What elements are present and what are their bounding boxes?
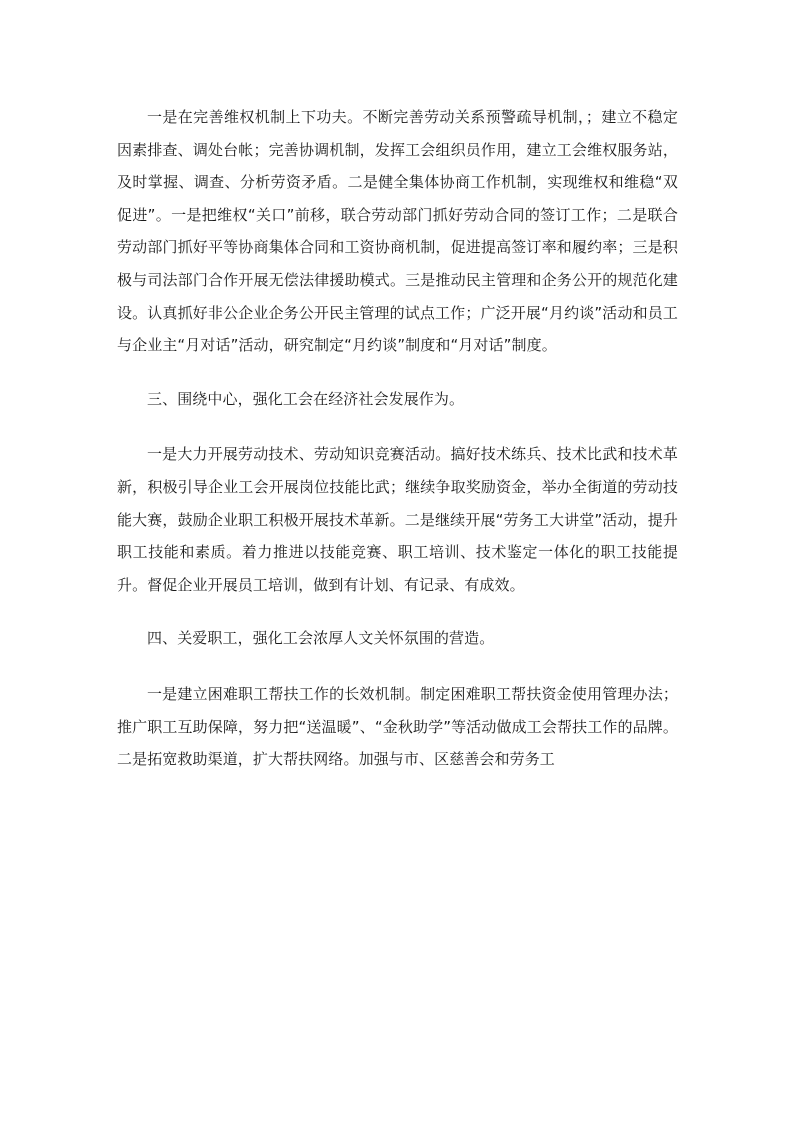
section-heading-four: 四、关爱职工，强化工会浓厚人文关怀氛围的营造。 (147, 629, 495, 648)
paragraph-assistance-mechanism: 一是建立困难职工帮扶工作的长效机制。制定困难职工帮扶资金使用管理办法；推广职工互助保障，努力把“送温暖”、“金秋助学”等活动做成工会帮扶工作的品牌。二是拓宽救助渠道，扩大帮扶网络。加强与市、区慈善会和劳务工 (117, 684, 678, 769)
paragraph-rights-mechanism: 一是在完善维权机制上下功夫。不断完善劳动关系预警疏导机制，；建立不稳定因素排查、调处台帐；完善协调机制，发挥工会组织员作用，建立工会维权服务站，及时掌握、调查、分析劳资矛盾。二是健全集体协商工作机制，实现维权和维稳“双促进”。一是把维权“关口”前移，联合劳动部门抓好劳动合同的签订工作；二是联合劳动部门抓好平等协商集体合同和工资协商机制，促进提高签订率和履约率；三是积极与司法部门合作开展无偿法律援助模式。三是推动民主管理和企务公开的规范化建设。认真抓好非公企业企务公开民主管理的试点工作；广泛开展“月约谈”活动和员工与企业主“月对话”活动，研究制定“月约谈”制度和“月对话”制度。 (117, 108, 678, 355)
section-heading-three: 三、围绕中心，强化工会在经济社会发展作为。 (147, 389, 465, 408)
paragraph-skills-competition: 一是大力开展劳动技术、劳动知识竞赛活动。搞好技术练兵、技术比武和技术革新，积极引导企业工会开展岗位技能比武；继续争取奖励资金，举办全街道的劳动技能大赛，鼓励企业职工积极开展技术革新。二是继续开展“劳务工大讲堂”活动，提升职工技能和素质。着力推进以技能竞赛、职工培训、技术鉴定一体化的职工技能提升。督促企业开展员工培训，做到有计划、有记录、有成效。 (117, 445, 678, 594)
